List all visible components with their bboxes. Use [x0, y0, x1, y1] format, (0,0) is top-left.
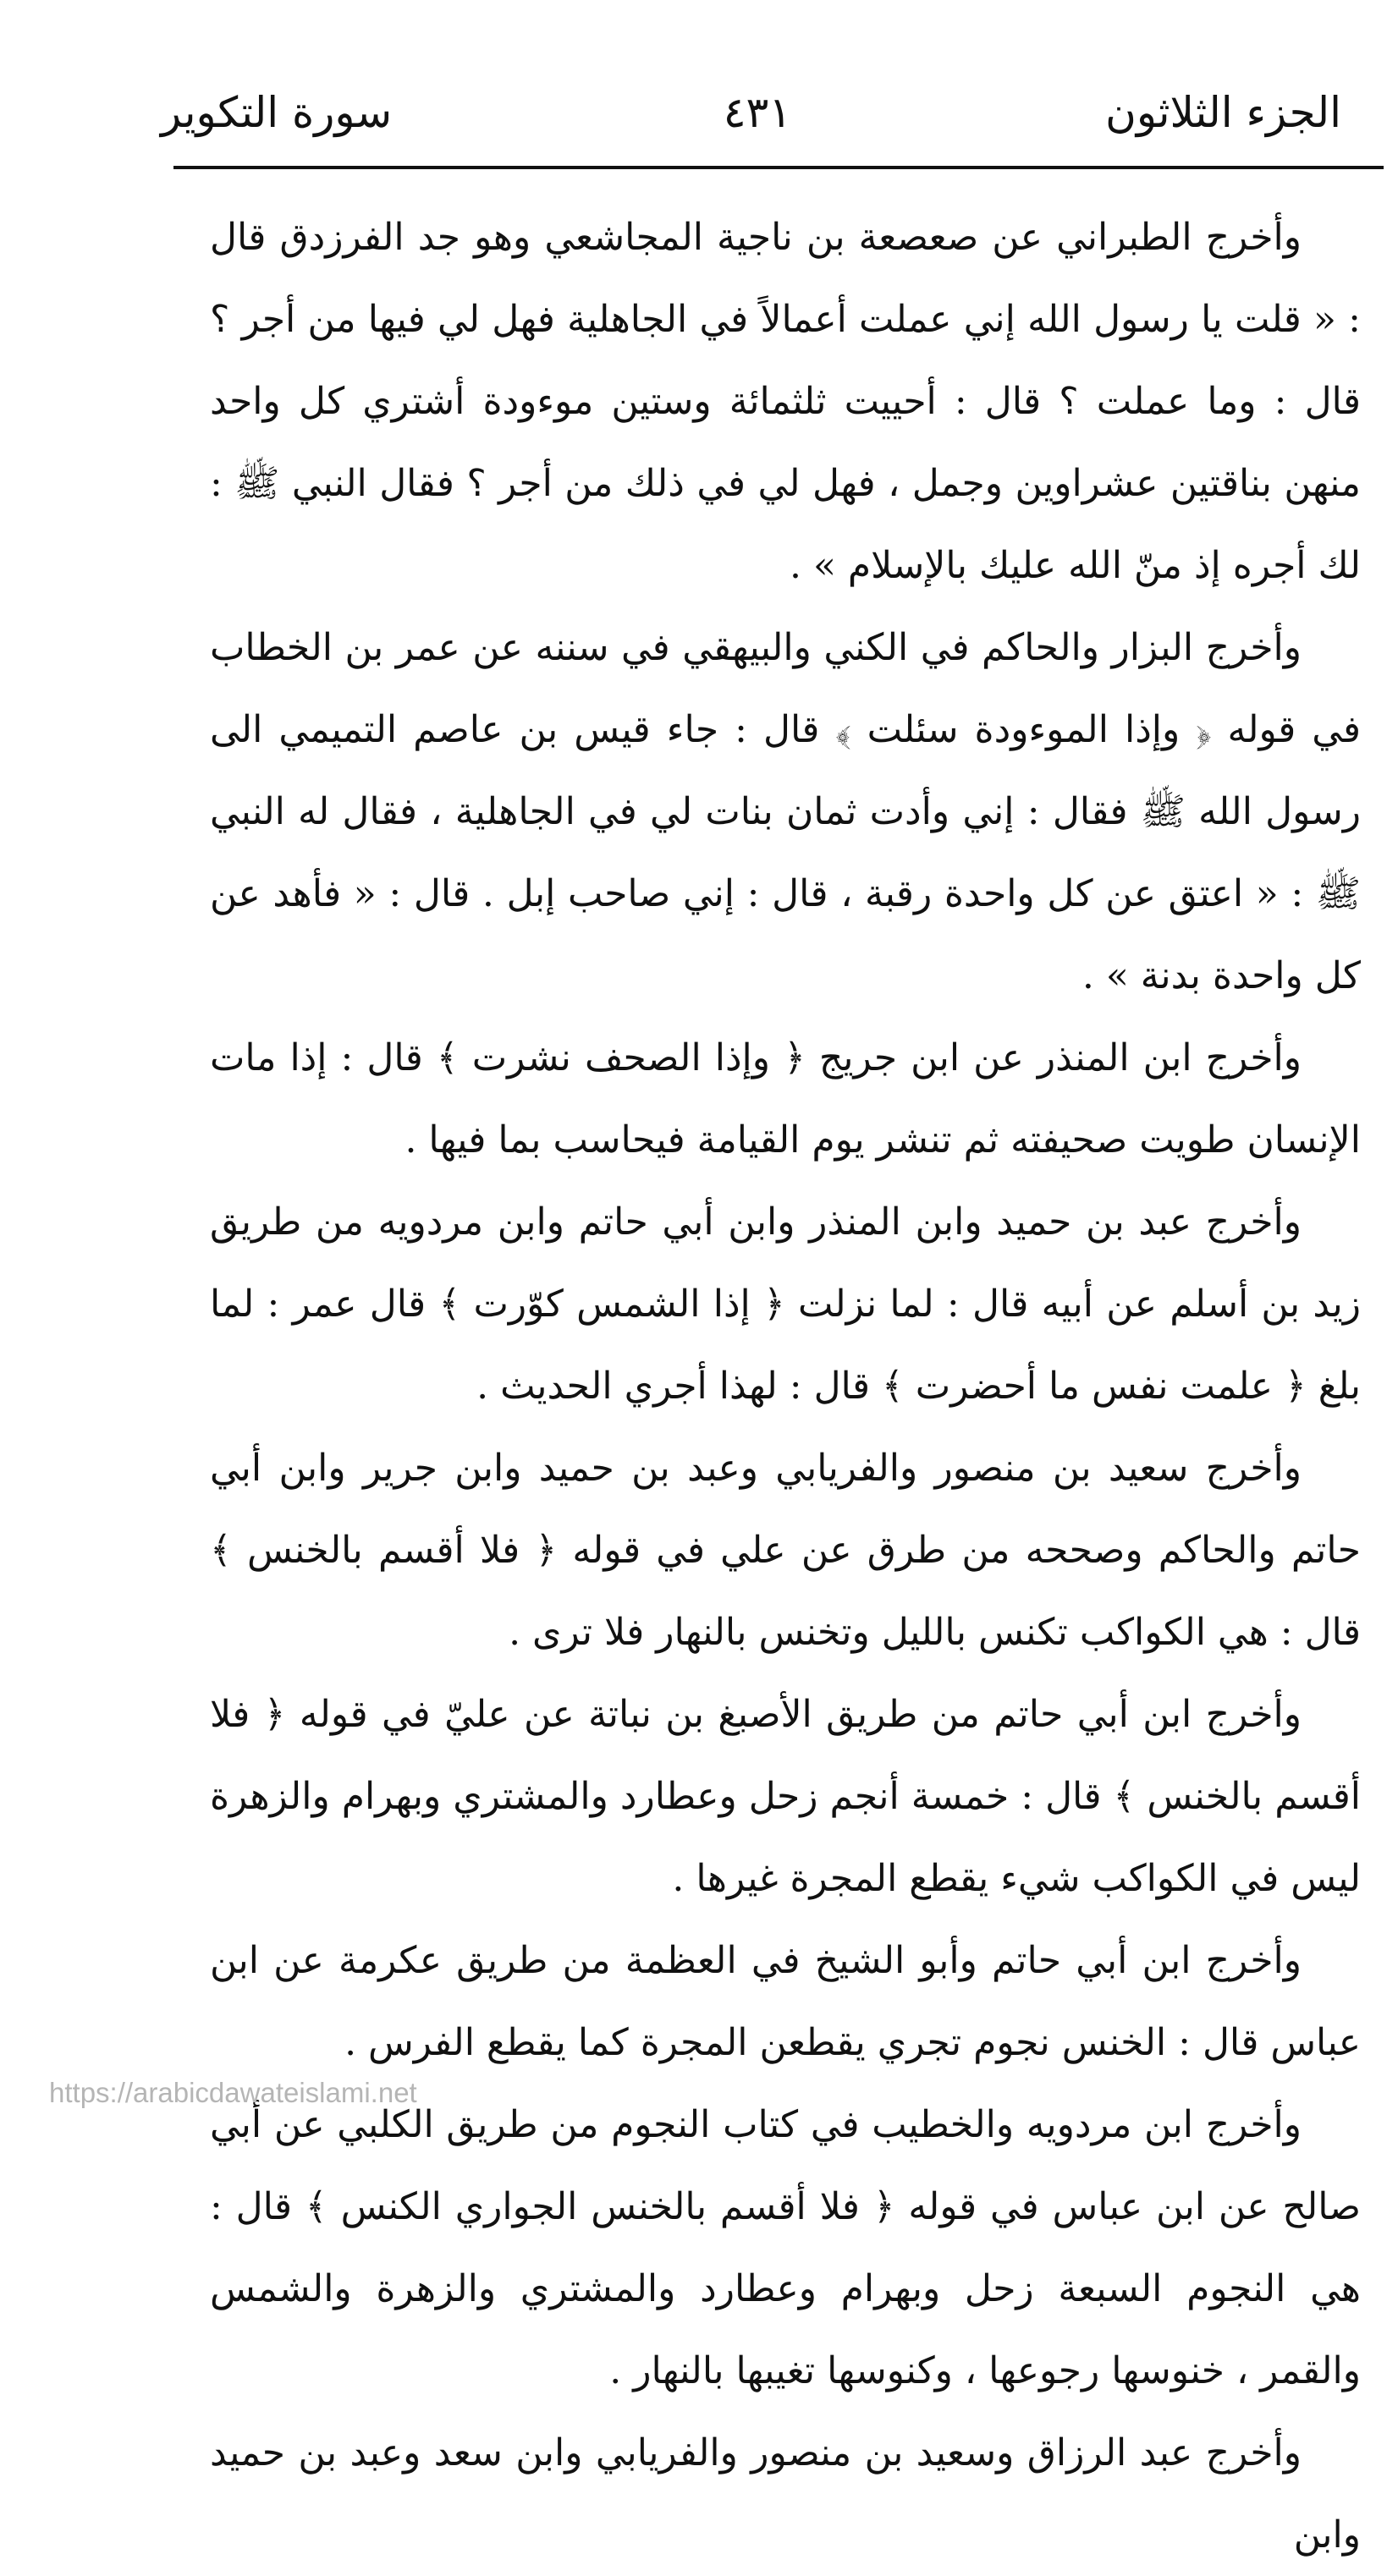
- paragraph: وأخرج سعيد بن منصور والفريابي وعبد بن حميد وابن جرير وابن أبي حاتم والحاكم وصححه من طرق عن علي في قوله ﴿ فلا أقسم بالخنس ﴾ قال : هي الكواكب تكنس بالليل وتخنس بالنهار فلا ترى .: [210, 1447, 1361, 1654]
- body-text: [210, 196, 1361, 2576]
- running-header: [161, 74, 1387, 151]
- paragraph: وأخرج ابن أبي حاتم وأبو الشيخ في العظمة من طريق عكرمة عن ابن عباس قال : الخنس نجوم تجري يقطعن المجرة كما يقطع الفرس .: [210, 1939, 1361, 2064]
- header-rule: [173, 166, 1384, 169]
- paragraph: وأخرج الطبراني عن صعصعة بن ناجية المجاشعي وهو جد الفرزدق قال : « قلت يا رسول الله إني عملت أعمالاً في الجاهلية فهل لي فيها من أجر ؟ قال : وما عملت ؟ قال : أحييت ثلثمائة وستين موءودة أشتري كل واحد منهن بناقتين عشراوين وجمل ، فهل لي في ذلك من أجر ؟ فقال النبي ﷺ : لك أجره إذ منّ الله عليك بالإسلام » .: [210, 216, 1361, 587]
- paragraph: وأخرج البزار والحاكم في الكني والبيهقي في سننه عن عمر بن الخطاب في قوله ﴿ وإذا الموءودة سئلت ﴾ قال : جاء قيس بن عاصم التميمي الى رسول الله ﷺ فقال : إني وأدت ثمان بنات لي في الجاهلية ، فقال له النبي ﷺ : « اعتق عن كل واحدة رقبة ، قال : إني صاحب إبل . قال : « فأهد عن كل واحدة بدنة » .: [210, 626, 1361, 997]
- paragraph: وأخرج ابن أبي حاتم من طريق الأصبغ بن نباتة عن عليّ في قوله ﴿ فلا أقسم بالخنس ﴾ قال : خمسة أنجم زحل وعطارد والمشتري وبهرام والزهرة ليس في الكواكب شيء يقطع المجرة غيرها .: [210, 1693, 1361, 1900]
- paragraph: وأخرج ابن المنذر عن ابن جريج ﴿ وإذا الصحف نشرت ﴾ قال : إذا مات الإنسان طويت صحيفته ثم تنشر يوم القيامة فيحاسب بما فيها .: [210, 1036, 1361, 1162]
- paragraph: وأخرج عبد الرزاق وسعيد بن منصور والفريابي وابن سعد وعبد بن حميد وابن: [210, 2431, 1361, 2557]
- surah-title: سورة التكوير: [161, 88, 393, 137]
- paragraph: وأخرج ابن مردويه والخطيب في كتاب النجوم من طريق الكلبي عن أبي صالح عن ابن عباس في قوله ﴿ فلا أقسم بالخنس الجواري الكنس ﴾ قال : هي النجوم السبعة زحل وبهرام وعطارد والمشتري والزهرة والشمس والقمر ، خنوسها رجوعها ، وكنوسها تغيبها بالنهار .: [210, 2103, 1361, 2392]
- juz-title: الجزء الثلاثون: [1105, 88, 1341, 137]
- page-number: ٤٣١: [723, 88, 792, 137]
- watermark-url: https://arabicdawateislami.net: [49, 2077, 417, 2108]
- paragraph: وأخرج عبد بن حميد وابن المنذر وابن أبي حاتم وابن مردويه من طريق زيد بن أسلم عن أبيه قال : لما نزلت ﴿ إذا الشمس كوّرت ﴾ قال عمر : لما بلغ ﴿ علمت نفس ما أحضرت ﴾ قال : لهذا أجري الحديث .: [210, 1200, 1361, 1408]
